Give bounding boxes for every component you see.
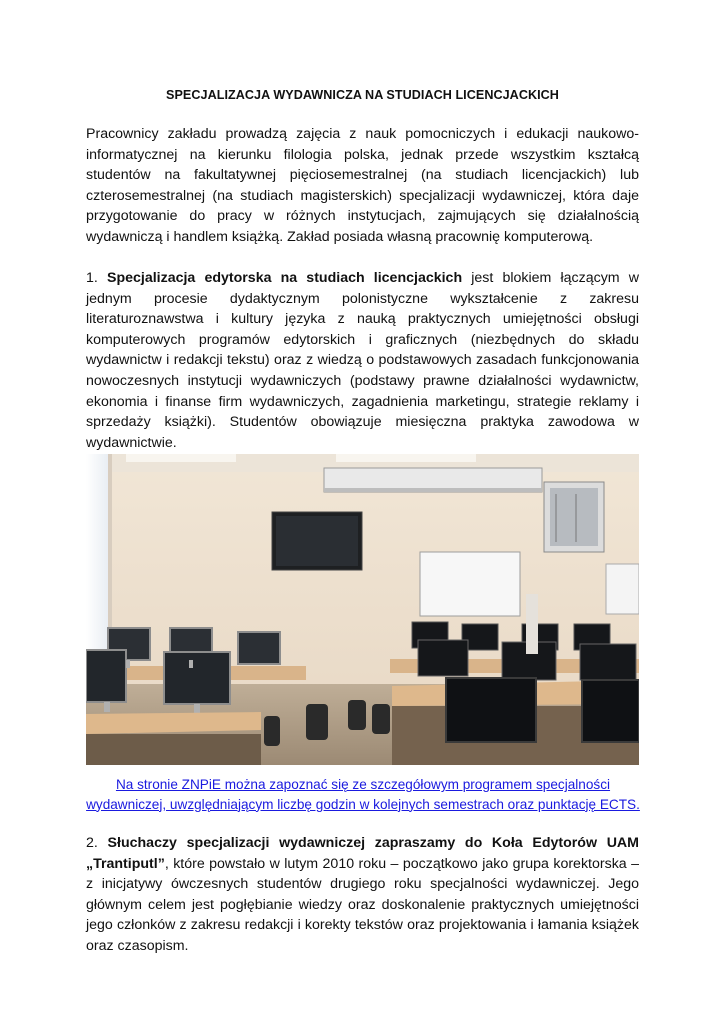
section-1-body: jest blokiem łączącym w jednym procesie dydaktycznym polonistyczne wykształcenie z zakresu literaturoznawstwa i kultury języka z nauką praktycznych umiejętności obsługi komputerowych programów edytorskich i graficznych (niezbędnych do składu wydawnictw i redakcji tekstu) oraz z wiedzą o podstawowych zasadach funkcjonowania nowoczesnych instytucji wydawniczych (podstawy prawne działalności wydawnictw, ekonomia i finanse firm wydawniczych, zagadnienia marketingu, strategie reklamy i sprzedaży książki). Studentów obowiązuje miesięczna praktyka zawodowa w wydawnictwie. bbox=[86, 270, 639, 451]
program-details-link[interactable]: Na stronie ZNPiE można zapoznać się ze szczegółowym programem specjalności wydawniczej, uwzględniającym liczbę godzin w kolejnych semestrach oraz punktację ECTS. bbox=[86, 777, 640, 812]
section-2-body: , które powstało w lutym 2010 roku – początkowo jako grupa korektorska – z inicjatywy ówczesnych studentów drugiego roku specjalności wydawniczej. Jego głównym celem jest pogłębianie wiedzy oraz doskonalenie praktycznych umiejętności jego członków z zakresu redakcji i korekty tekstów oraz projektowania i łamania książek oraz czasopism. bbox=[86, 855, 639, 954]
section-1-number: 1. bbox=[86, 270, 98, 286]
section-2-number: 2. bbox=[86, 835, 98, 851]
section-2-paragraph bbox=[86, 833, 639, 957]
section-1-heading: Specjalizacja edytorska na studiach licencjackich bbox=[106, 270, 463, 286]
computer-lab-photo bbox=[86, 454, 639, 765]
document-page bbox=[86, 0, 639, 1024]
intro-paragraph: Pracownicy zakładu prowadzą zajęcia z nauk pomocniczych i edukacji naukowo-informatycznej na kierunku filologia polska, jednak przede wszystkim kształcą studentów na fakultatywnej pięciosemestralnej (na studiach licencjackich) lub czterosemestralnej (na studiach magisterskich) specjalizacji wydawniczej, która daje przygotowanie do pracy w różnych instytucjach, zajmujących się działalnością wydawniczą i handlem książką. Zakład posiada własną pracownię komputerową. bbox=[86, 126, 639, 245]
section-1-paragraph bbox=[86, 268, 639, 453]
section-2-heading: Słuchaczy specjalizacji wydawniczej zapraszamy do Koła Edytorów UAM „Trantiputl” bbox=[86, 835, 639, 872]
document-title: SPECJALIZACJA WYDAWNICZA NA STUDIACH LICENCJACKICH bbox=[166, 88, 559, 102]
